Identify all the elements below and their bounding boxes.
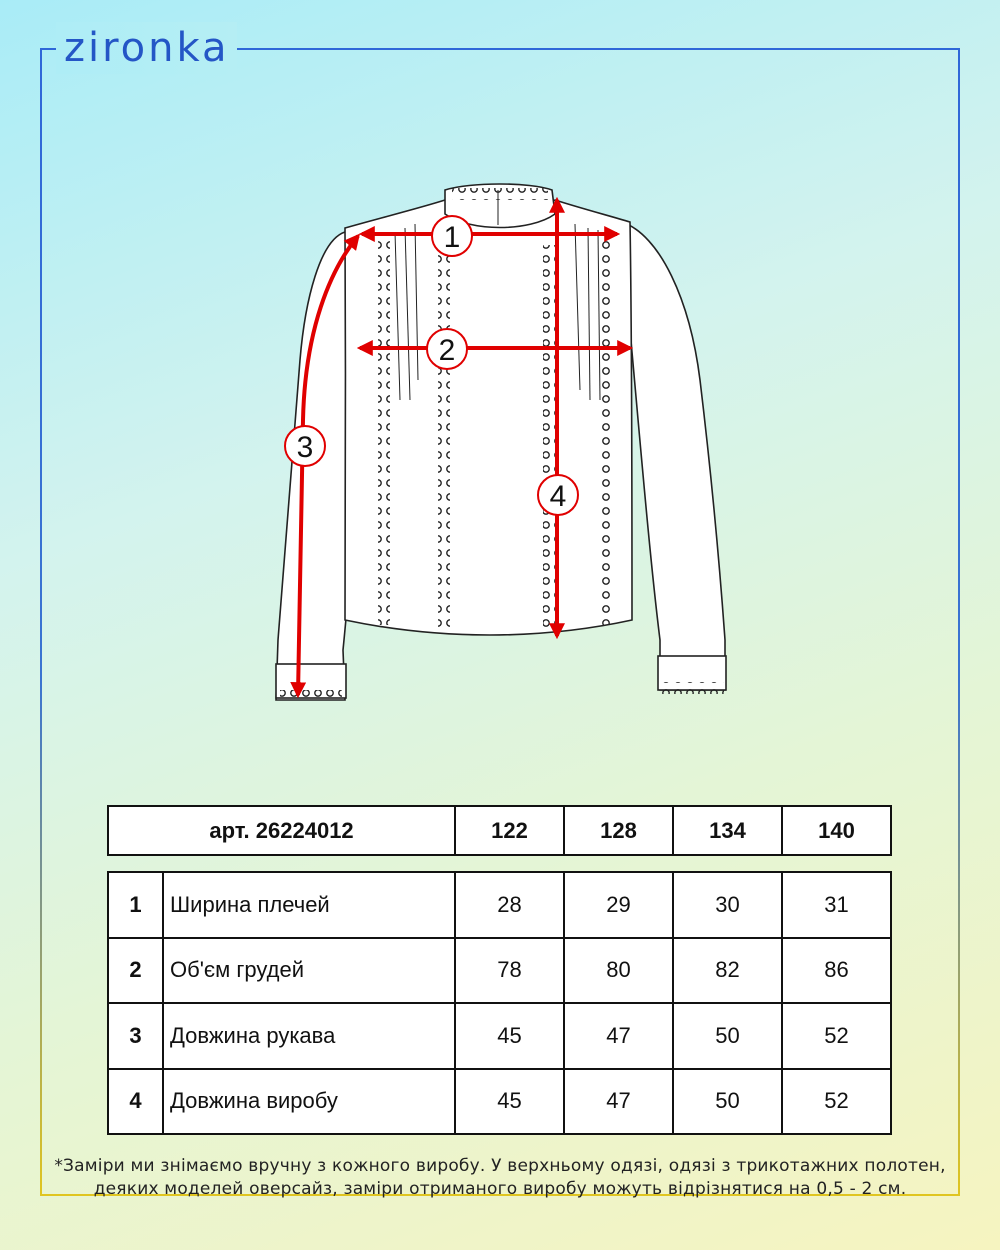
- cell-value: 45: [455, 1069, 564, 1135]
- row-label: Довжина виробу: [163, 1069, 455, 1135]
- cell-value: 86: [782, 938, 891, 1004]
- cell-value: 80: [564, 938, 673, 1004]
- svg-text:2: 2: [438, 334, 456, 367]
- cell-value: 31: [782, 872, 891, 938]
- row-label: Об'єм грудей: [163, 938, 455, 1004]
- marker-4: [538, 475, 578, 515]
- cell-value: 50: [673, 1069, 782, 1135]
- cell-value: 28: [455, 872, 564, 938]
- svg-text:4: 4: [549, 480, 567, 513]
- svg-text:3: 3: [296, 431, 314, 464]
- size-128: 128: [564, 806, 673, 855]
- svg-text:1: 1: [443, 221, 461, 254]
- footnote-line-1: *Заміри ми знімаємо вручну з кожного виробу. У верхньому одязі, одязі з трикотажних полотен,: [54, 1156, 946, 1176]
- cell-value: 47: [564, 1069, 673, 1135]
- measurement-footnote: [40, 1155, 960, 1201]
- table-row: [108, 1003, 891, 1069]
- table-row: [108, 872, 891, 938]
- size-134: 134: [673, 806, 782, 855]
- cell-value: 78: [455, 938, 564, 1004]
- cell-value: 52: [782, 1003, 891, 1069]
- footnote-line-2: деяких моделей оверсайз, заміри отриманого виробу можуть відрізнятися на 0,5 - 2 см.: [93, 1179, 907, 1199]
- article-label: арт. 26224012: [108, 806, 455, 855]
- brand-logo: zironka: [56, 22, 237, 74]
- size-122: 122: [455, 806, 564, 855]
- marker-2: [427, 329, 467, 369]
- cell-value: 52: [782, 1069, 891, 1135]
- cell-value: 50: [673, 1003, 782, 1069]
- table-row: [108, 938, 891, 1004]
- row-number: 1: [108, 872, 163, 938]
- size-table: [107, 871, 892, 1135]
- cell-value: 82: [673, 938, 782, 1004]
- row-number: 3: [108, 1003, 163, 1069]
- cell-value: 47: [564, 1003, 673, 1069]
- row-number: 2: [108, 938, 163, 1004]
- row-label: Довжина рукава: [163, 1003, 455, 1069]
- cell-value: 29: [564, 872, 673, 938]
- row-number: 4: [108, 1069, 163, 1135]
- size-140: 140: [782, 806, 891, 855]
- marker-1: [432, 216, 472, 256]
- cell-value: 45: [455, 1003, 564, 1069]
- marker-3: [285, 426, 325, 466]
- blouse-drawing: [276, 184, 726, 700]
- cell-value: 30: [673, 872, 782, 938]
- table-row: [108, 1069, 891, 1135]
- size-table-header: [107, 805, 892, 856]
- row-label: Ширина плечей: [163, 872, 455, 938]
